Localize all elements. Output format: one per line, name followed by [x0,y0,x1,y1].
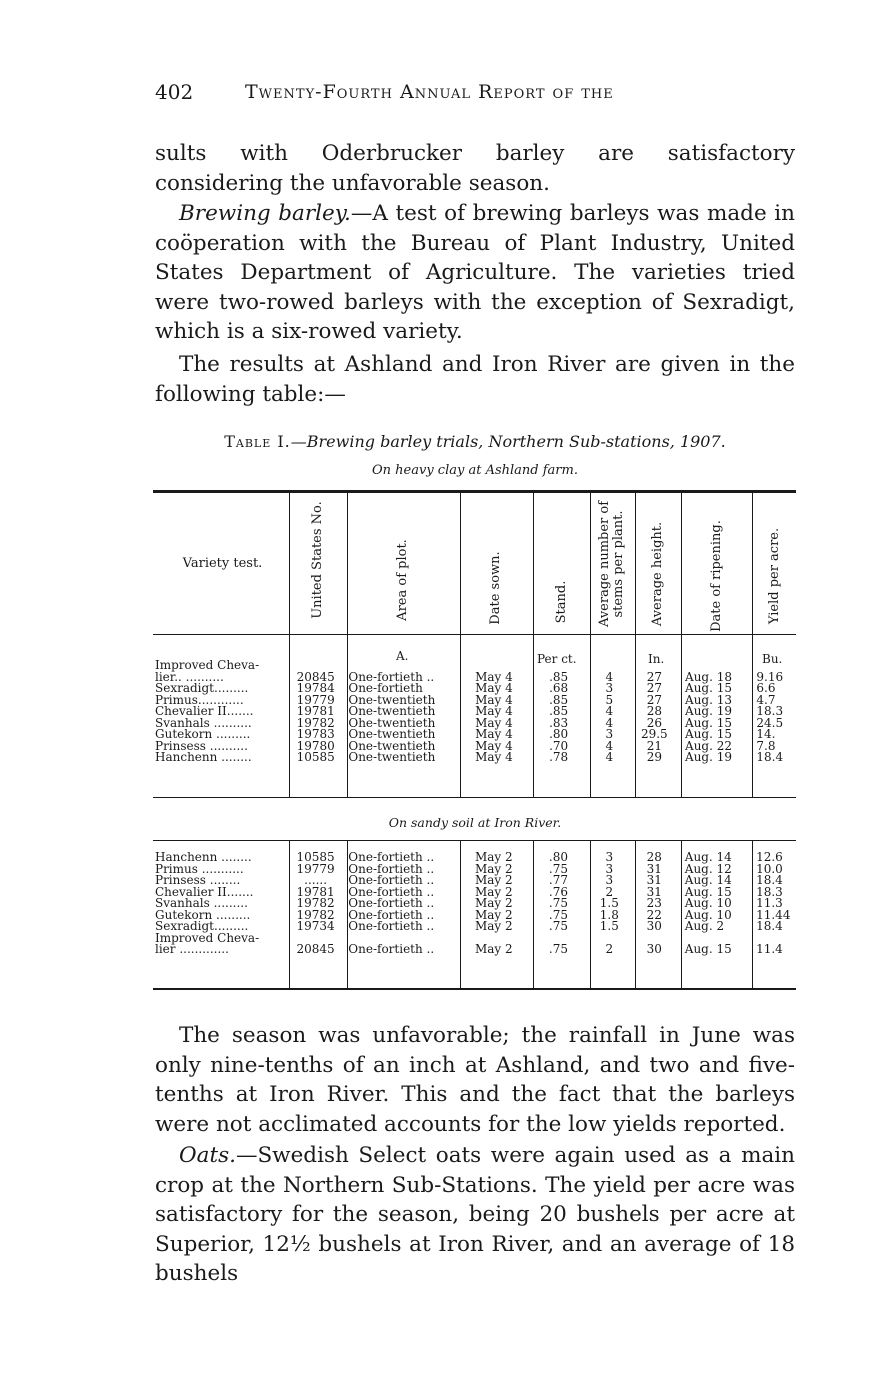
cell-us-no: 19782 [296,715,335,730]
cell-date-sown: May 2 [474,884,513,899]
cell-stand: .70 [549,738,569,753]
cell-yield: 12.6 [756,850,783,864]
cell-date-sown: May 4 [475,669,513,684]
cell-area: One-twentieth [348,738,436,753]
cell-us-no: 10585 [296,850,335,864]
cell-yield: 24.5 [756,715,784,730]
cell-area: One-fortieth .. [348,669,435,684]
cell-area: One-twentieth [348,727,436,741]
table-caption [155,432,795,451]
oats-text: —Swedish Select oats were again used as a main crop at the Northern Sub-Stations. The yield per acre was satisfactory for the season, being 20 bushels per acre at Superior, 12½ bushels at Iron River, and an average of 18 bushels [155,1143,795,1286]
cell-date-sown: May 4 [475,750,513,764]
cell-ripening: Aug. 15 [684,884,732,899]
cell-date-sown: May 4 [475,727,513,741]
cell-variety: Prinsess ........ [155,873,241,887]
cell-variety: Svanhals ......... [155,896,248,910]
results-intro-text: The results at Ashland and Iron River are given in the following table:— [155,352,795,407]
cell-stems: 4 [605,750,614,764]
cell-ripening: Aug. 15 [685,681,733,695]
cell-stems: 3 [605,873,614,887]
cell-variety-line1: Improved Cheva- [155,930,260,945]
col-header-height: Average height. [650,521,665,627]
cell-date-sown: May 4 [475,692,513,707]
cell-yield: 11.4 [756,942,783,956]
cell-stems: 4 [605,704,614,718]
cell-ripening: Aug. 19 [685,704,733,718]
cell-us-no: 19781 [296,884,335,899]
cell-date-sown: May 2 [474,873,513,887]
cell-variety: Chevalier II....... [155,704,254,718]
cell-ripening: Aug. 10 [684,896,732,910]
cell-variety: Gutekorn ......... [155,907,251,922]
cell-variety: Prinsess .......... [155,738,248,753]
col-header-date-sown: Date sown. [488,551,503,625]
cell-stems: 4 [605,669,614,684]
cell-us-no: 19734 [296,919,335,933]
cell-variety: Sexradigt......... [155,681,249,695]
cell-us-no: 19779 [296,861,335,876]
cell-area: One-fortieth .. [348,907,435,922]
cell-variety: Gutekorn ......... [155,727,251,741]
cell-stand: .83 [549,715,569,730]
cell-area: One-fortieth .. [348,873,435,887]
subtitle-iron-river: On sandy soil at Iron River. [388,815,562,830]
unit-stand: Per ct. [537,652,577,666]
cell-stems: 4 [605,738,614,753]
cell-stems: 2 [605,884,614,899]
iron-river-top-rule [153,840,796,841]
cell-date-sown: May 2 [474,919,513,933]
col-header-yield: Yield per acre. [767,527,782,625]
cell-height: 30 [646,919,662,933]
subtitle-ashland: On heavy clay at Ashland farm. [372,463,578,478]
cell-us-no: 20845 [296,669,335,684]
cell-date-sown: May 2 [474,861,513,876]
cell-variety: Sexradigt......... [155,919,249,933]
cell-area: One-fortieth .. [348,942,435,956]
table-row [153,944,796,956]
cell-yield: 11.44 [756,907,791,922]
cell-variety: Hanchenn ........ [155,850,252,864]
cell-stems: 1.8 [599,907,619,922]
cell-stand: .75 [548,942,568,956]
cell-height: 31 [646,873,662,887]
cell-area: One-fortieth .. [348,896,435,910]
cell-date-sown: May 2 [474,907,513,922]
cell-variety: lier.. .......... [155,669,224,684]
cell-us-no: 19782 [296,896,335,910]
col-header-stems: Average number of stems per plant. [597,500,626,628]
cell-stand: .75 [548,861,568,876]
cell-variety-line1: Improved Cheva- [155,658,260,672]
cell-yield: 9.16 [756,669,784,684]
cell-stems: 4 [605,715,614,730]
page-number: 402 [155,80,194,104]
cell-date-sown: May 4 [475,681,513,695]
paragraph-1-text: sults with Oderbrucker barley are satisfactory considering the unfavorable season. [155,141,795,196]
cell-stand: .85 [549,692,569,707]
cell-variety: Svanhals .......... [155,715,252,730]
cell-ripening: Aug. 18 [685,669,733,684]
ashland-table [153,660,796,764]
cell-variety: lier ............. [155,942,229,956]
col-header-ripening: Date of ripening. [709,520,724,632]
col-header-us-no: United States No. [310,501,325,619]
cell-us-no: 10585 [296,750,335,764]
cell-height: 31 [646,884,662,899]
cell-height: 27 [646,669,662,684]
cell-height: 27 [646,681,662,695]
cell-area: One-fortieth .. [348,850,435,864]
cell-date-sown: May 2 [474,942,513,956]
unit-yield: Bu. [762,652,783,666]
cell-variety: Hanchenn ........ [155,750,252,764]
cell-height: 28 [646,704,662,718]
cell-stems: 3 [605,861,614,876]
cell-height: 21 [646,738,662,753]
cell-ripening: Aug. 12 [684,861,732,876]
cell-stand: .80 [548,850,568,864]
paragraph-oats [155,1141,795,1289]
table-caption-title: —Brewing barley trials, Northern Sub-stations, 1907. [290,432,726,451]
cell-area: One-twentieth [348,704,436,718]
cell-yield: 10.0 [756,861,783,876]
cell-date-sown: May 2 [474,896,513,910]
cell-yield: 18.3 [756,884,783,899]
table-bottom-rule [153,988,796,990]
cell-yield: 14. [756,727,776,741]
cell-yield: 11.3 [756,896,783,910]
cell-date-sown: May 4 [475,738,513,753]
cell-variety: Primus ........... [155,861,244,876]
cell-date-sown: May 2 [474,850,513,864]
col-header-stand: Stand. [554,580,569,624]
cell-date-sown: May 4 [475,704,513,718]
cell-area: One-fortieth .. [348,884,435,899]
brewing-barley-lead: Brewing barley. [179,201,351,226]
cell-ripening: Aug. 22 [685,738,733,753]
brewing-barley-text: —A test of brewing barleys was made in coöperation with the Bureau of Plant Industry, United States Department of Agriculture. The varieties tried were two-rowed barleys with the exception of Sexradigt, which is a six-rowed variety. [155,201,795,344]
col-header-area: Area of plot. [395,539,410,621]
cell-ripening: Aug. 15 [685,727,733,741]
cell-height: 23 [646,896,662,910]
cell-stand: .75 [548,896,568,910]
running-title: Twenty-Fourth Annual Report of the [245,81,614,103]
cell-ripening: Aug. 14 [684,850,732,864]
cell-stand: .75 [548,919,568,933]
cell-ripening: Aug. 14 [684,873,732,887]
paragraph-brewing-barley [155,199,795,347]
cell-yield: 18.4 [756,750,784,764]
cell-yield: 6.6 [756,681,776,695]
cell-variety: Chevalier II....... [155,884,254,899]
cell-area: One-twentieth [348,692,436,707]
cell-height: 28 [646,850,662,864]
cell-yield: 4.7 [756,692,776,707]
paragraph-season [155,1021,795,1139]
cell-height: 27 [646,692,662,707]
cell-stems: 3 [605,727,614,741]
cell-us-no: 19782 [296,907,335,922]
cell-stems: 1.5 [599,896,619,910]
paragraph-results-intro [155,350,795,409]
table-top-rule [153,490,796,493]
cell-area: Ohe-twentieth [348,715,436,730]
cell-yield: 18.4 [756,873,783,887]
iron-river-table [153,852,796,956]
table-row [153,752,796,764]
cell-stand: .85 [549,669,569,684]
cell-height: 29.5 [640,727,668,741]
cell-area: One-fortieth [348,681,423,695]
ashland-bottom-rule [153,797,796,798]
cell-us-no: 19779 [296,692,335,707]
cell-height: 30 [646,942,662,956]
table-caption-label: Table I. [224,432,291,451]
paragraph-1 [155,139,795,198]
cell-us-no: 19783 [296,727,335,741]
cell-us-no: 19780 [296,738,335,753]
cell-height: 22 [646,907,662,922]
cell-stand: .76 [548,884,568,899]
header-bottom-rule [153,634,796,635]
cell-ripening: Aug. 10 [684,907,732,922]
cell-stand: .75 [548,907,568,922]
cell-yield: 7.8 [756,738,776,753]
cell-stand: .80 [549,727,569,741]
cell-ripening: Aug. 2 [684,919,725,933]
cell-stand: .77 [548,873,568,887]
oats-lead: Oats. [179,1143,236,1168]
cell-area: One-twentieth [348,750,436,764]
page-header [155,80,795,112]
unit-height: In. [648,652,665,666]
cell-height: 31 [646,861,662,876]
cell-yield: 18.3 [756,704,784,718]
cell-height: 29 [646,750,662,764]
cell-stems: 1.5 [599,919,619,933]
cell-us-no: 19784 [296,681,335,695]
col-header-variety: Variety test. [182,556,263,571]
cell-us-no: ...... [304,873,328,887]
cell-stems: 2 [605,942,614,956]
cell-height: 26 [646,715,662,730]
cell-us-no: 20845 [296,942,335,956]
cell-yield: 18.4 [756,919,783,933]
cell-ripening: Aug. 15 [684,942,732,956]
cell-stems: 5 [605,692,614,707]
cell-stems: 3 [605,681,614,695]
cell-stems: 3 [605,850,614,864]
cell-area: One-fortieth .. [348,861,435,876]
cell-stand: .85 [549,704,569,718]
cell-us-no: 19781 [296,704,335,718]
cell-ripening: Aug. 19 [685,750,733,764]
cell-ripening: Aug. 13 [685,692,733,707]
cell-variety: Primus............ [155,692,244,707]
cell-ripening: Aug. 15 [685,715,733,730]
cell-date-sown: May 4 [475,715,513,730]
unit-area: A. [396,649,409,663]
season-text: The season was unfavorable; the rainfall in June was only nine-tenths of an inch at Ashland, and two and five-tenths at Iron River. This and the fact that the barleys were not acclimated accounts for the low yields reported. [155,1023,795,1137]
cell-area: One-fortieth .. [348,919,435,933]
cell-stand: .78 [549,750,569,764]
cell-stand: .68 [549,681,569,695]
